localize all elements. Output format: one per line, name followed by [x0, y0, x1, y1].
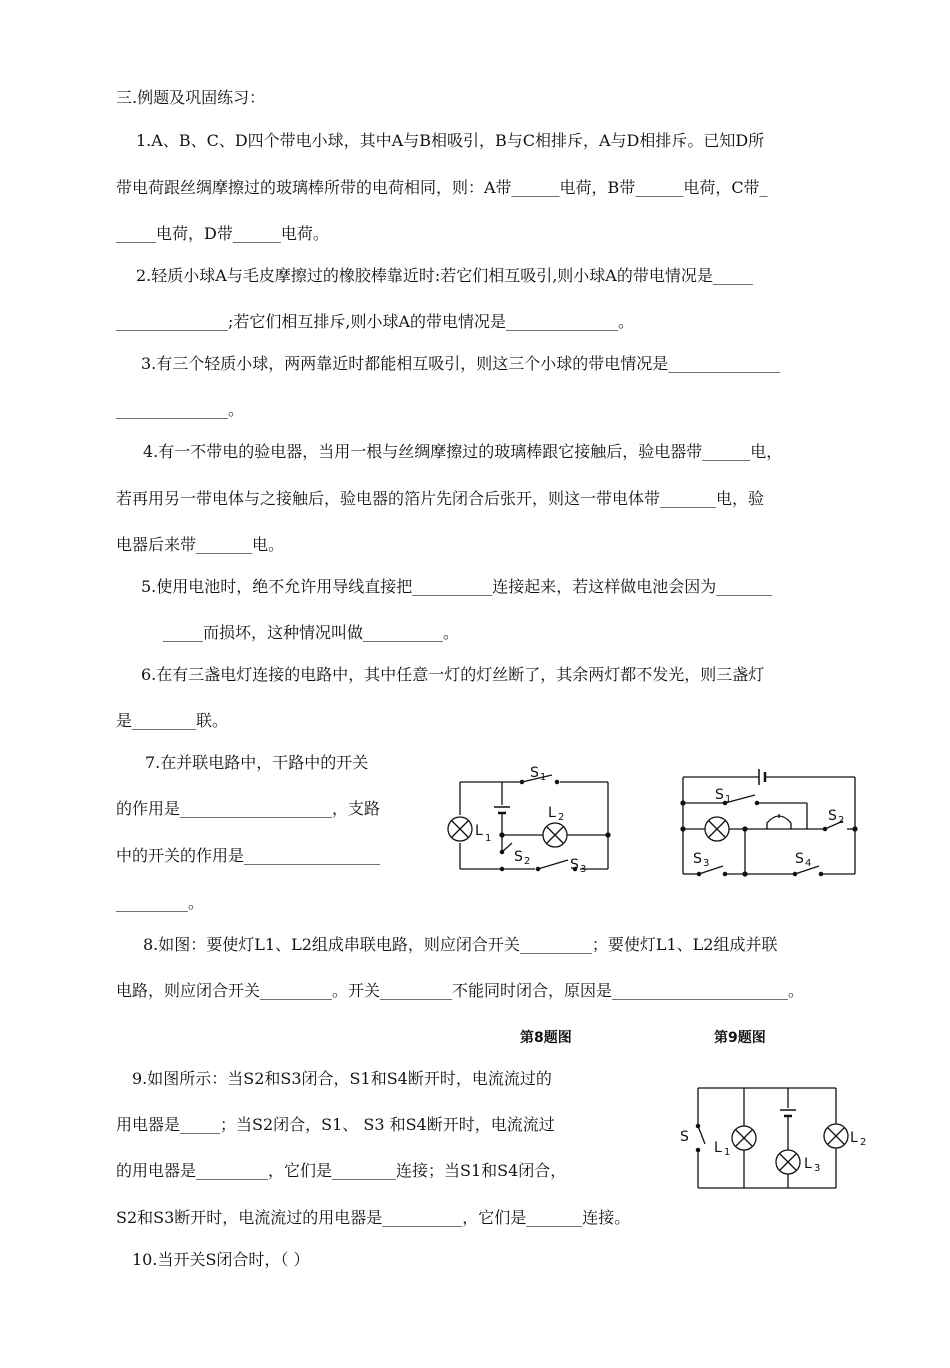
- question-1-line-2: 带电荷跟丝绸摩擦过的玻璃棒所带的电荷相同，则：A带______电荷，B带______电荷，C带_: [116, 178, 768, 197]
- question-6-line-1: 6.在有三盏电灯连接的电路中，其中任意一灯的灯丝断了，其余两灯都不发光，则三盏灯: [141, 665, 765, 684]
- label-s1: S: [715, 787, 724, 803]
- label-s1-sub: 1: [725, 794, 732, 805]
- label-l2-sub: 2: [860, 1137, 867, 1148]
- question-1-line-3: _____电荷，D带______电荷。: [116, 224, 329, 243]
- circuit-diagram-q8: [440, 755, 620, 880]
- question-9-line-2: 用电器是_____；当S2闭合，S1、 S3 和S4断开时，电流流过: [116, 1115, 555, 1134]
- question-4-line-3: 电器后来带_______电。: [116, 535, 285, 554]
- question-5-line-2: _____而损坏，这种情况叫做__________。: [163, 623, 460, 642]
- label-s1-sub: 1: [540, 772, 547, 783]
- figure-8-caption: 第8题图: [520, 1030, 572, 1046]
- label-l1-sub: 1: [485, 833, 492, 844]
- question-4-line-2: 若再用另一带电体与之接触后，验电器的箔片先闭合后张开，则这一带电体带_______电，验: [116, 489, 765, 508]
- question-9-line-1: 9.如图所示：当S2和S3闭合，S1和S4断开时，电流流过的: [132, 1069, 552, 1088]
- question-7-line-1: 7.在并联电路中，干路中的开关: [145, 753, 369, 772]
- question-6-line-2: 是________联。: [116, 711, 229, 730]
- question-9-line-3: 的用电器是_________，它们是________连接；当S1和S4闭合，: [116, 1161, 567, 1180]
- circuit-diagram-q9: [675, 765, 865, 885]
- label-s3: S: [693, 851, 702, 867]
- question-2-line-1: 2.轻质小球A与毛皮摩擦过的橡胶棒靠近时:若它们相互吸引,则小球A的带电情况是_____: [136, 266, 753, 285]
- label-s2: S: [514, 849, 523, 865]
- question-5-line-1: 5.使用电池时，绝不允许用导线直接把__________连接起来，若这样做电池会因为_______: [141, 577, 773, 596]
- label-l3: L: [804, 1156, 812, 1172]
- label-s1: S: [530, 765, 539, 781]
- question-8-line-1: 8.如图：要使灯L1、L2组成串联电路，则应闭合开关_________；要使灯L1、L2组成并联: [143, 935, 778, 954]
- question-7-line-2: 的作用是___________________，支路: [116, 799, 381, 818]
- question-8-line-2: 电路，则应闭合开关_________。开关_________不能同时闭合，原因是______________________。: [116, 981, 805, 1000]
- label-l2: L: [850, 1130, 858, 1146]
- label-s4-sub: 4: [805, 858, 812, 869]
- label-l2: L: [548, 805, 556, 821]
- label-s4: S: [795, 851, 804, 867]
- figure-9-caption: 第9题图: [714, 1030, 766, 1046]
- label-s2-sub: 2: [838, 815, 845, 826]
- circuit-diagram-q10: [678, 1080, 868, 1195]
- question-7-line-3: 中的开关的作用是_________________: [116, 846, 381, 865]
- question-1-line-1: 1.A、B、C、D四个带电小球，其中A与B相吸引，B与C相排斥，A与D相排斥。已知D所: [136, 131, 765, 150]
- question-4-line-1: 4.有一不带电的验电器，当用一根与丝绸摩擦过的玻璃棒跟它接触后，验电器带______电，: [143, 442, 783, 461]
- question-3-line-2: ______________。: [116, 400, 245, 419]
- section-title: 三.例题及巩固练习：: [116, 88, 266, 107]
- label-s3: S: [570, 857, 579, 873]
- question-2-line-2: ______________;若它们相互排斥,则小球A的带电情况是______________。: [116, 312, 635, 331]
- label-s3-sub: 3: [703, 858, 710, 869]
- label-l3-sub: 3: [814, 1163, 821, 1174]
- label-s3-sub: 3: [580, 864, 587, 875]
- label-l1: L: [714, 1140, 722, 1156]
- label-l1: L: [475, 823, 483, 839]
- question-9-line-4: S2和S3断开时，电流流过的用电器是__________，它们是_______连接。: [116, 1208, 631, 1227]
- label-l1-sub: 1: [724, 1147, 731, 1158]
- label-l2-sub: 2: [558, 812, 565, 823]
- question-10-line-1: 10.当开关S闭合时，（ ）: [132, 1250, 310, 1269]
- question-3-line-1: 3.有三个轻质小球，两两靠近时都能相互吸引，则这三个小球的带电情况是______________: [141, 354, 781, 373]
- label-s2-sub: 2: [524, 856, 531, 867]
- question-7-line-4: _________。: [116, 893, 205, 912]
- label-s: S: [680, 1129, 689, 1145]
- label-s2: S: [828, 808, 837, 824]
